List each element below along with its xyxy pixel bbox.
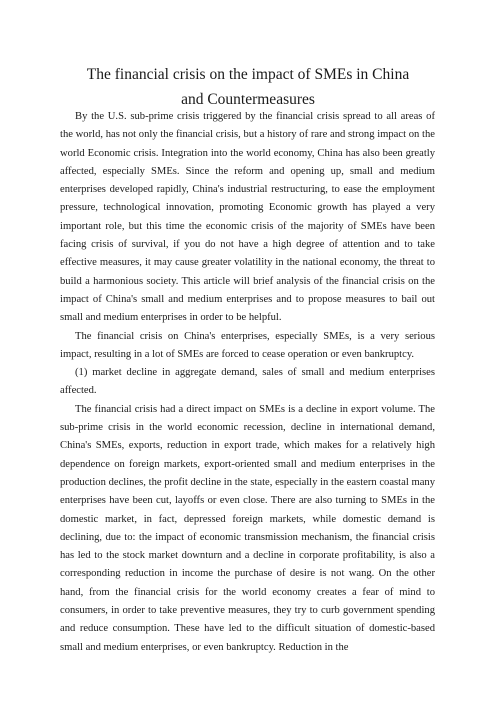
document-body [60, 108, 435, 657]
paragraph-intro: By the U.S. sub-prime crisis triggered by the financial crisis spread to all areas of the world, has not only the financial crisis, but a history of rare and strong impact on the world Economic crisis. Integration into the world economy, China has also been greatly affected, especially SMEs. Since the reform and opening up, small and medium enterprises developed rapidly, China's industrial restructuring, to ease the employment pressure, technological innovation, promoting Economic growth has played a very important role, but this time the economic crisis of the majority of SMEs have been facing crisis of survival, if you do not have a high degree of attention and to take effective measures, it may cause greater volatility in the national economy, the threat to build a harmonious society. This article will brief analysis of the financial crisis on the impact of China's small and medium enterprises and to propose measures to bail out small and medium enterprises in order to be helpful. [60, 111, 435, 324]
paragraph-section-1-heading: (1) market decline in aggregate demand, sales of small and medium enterprises affected. [60, 367, 435, 397]
document-title-line-1: The financial crisis on the impact of SMEs in China [86, 66, 410, 83]
document-title-line-2: and Countermeasures [181, 91, 315, 108]
paragraph-export-decline: The financial crisis had a direct impact on SMEs is a decline in export volume. The sub-prime crisis in the world economic recession, decline in international demand, China's SMEs, exports, reduction in export trade, which makes for a relatively high dependence on foreign markets, export-oriented small and medium enterprises in the production declines, the profit decline in the state, especially in the eastern coastal many enterprises have been cut, layoffs or even close. There are also turning to SMEs in the domestic market, in fact, depressed foreign markets, while domestic demand is declining, due to: the impact of economic transmission mechanism, the financial crisis has led to the stock market downturn and a decline in corporate profitability, is also a corresponding reduction in income the purchase of desire is not wang. On the other hand, from the financial crisis for the world economy creates a fear of mind to consumers, in order to take preventive measures, they try to curb government spending and reduce consumption. These have led to the difficult situation of domestic-based small and medium enterprises, or even bankruptcy. Reduction in the [60, 403, 435, 653]
paragraph-impact-summary: The financial crisis on China's enterprises, especially SMEs, is a very serious impact, resulting in a lot of SMEs are forced to cease operation or even bankruptcy. [60, 330, 435, 360]
